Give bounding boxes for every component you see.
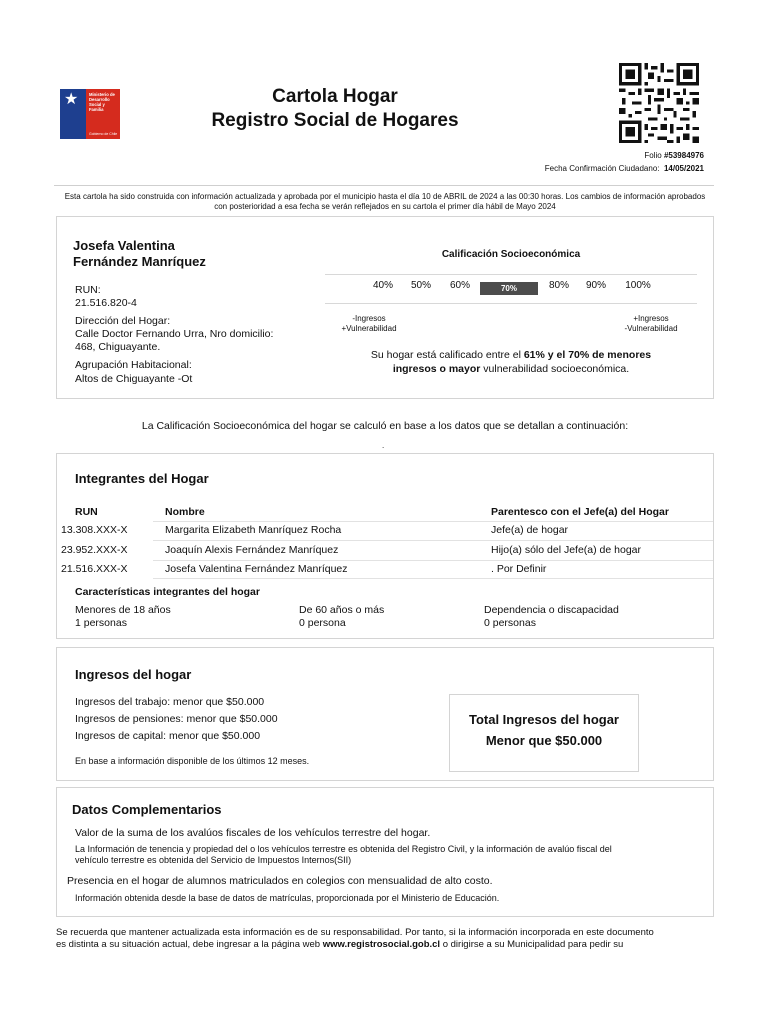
member-relationship: Jefe(a) de hogar: [491, 524, 569, 536]
members-title: Integrantes del Hogar: [75, 471, 209, 486]
separator-dot: .: [382, 441, 385, 450]
calificacion-title: Calificación Socioeconómica: [441, 249, 581, 260]
row-divider: [153, 578, 713, 579]
scale-80: 80%: [548, 280, 569, 291]
group-label: Agrupación Habitacional:: [75, 359, 192, 371]
divider: [54, 185, 714, 186]
income-capital: Ingresos de capital: menor que $50.000: [75, 730, 261, 742]
characteristic-seniors: De 60 años o más 0 persona: [299, 604, 385, 629]
row-divider: [153, 540, 713, 541]
member-run: 21.516.XXX-X: [61, 563, 128, 575]
enrollment-source-text: Información obtenida desde la base de datos de matrículas, proporcionada por el Ministerio de Educación.: [75, 893, 500, 903]
group-value: Altos de Chiguayante -Ot: [75, 373, 193, 385]
total-income-value: Menor que $50.000: [485, 733, 603, 748]
scale-50: 50%: [410, 280, 431, 291]
header-relationship: Parentesco con el Jefe(a) del Hogar: [491, 506, 669, 518]
member-run: 23.952.XXX-X: [61, 544, 128, 556]
document-subtitle: Registro Social de Hogares: [211, 110, 459, 131]
header-name: Nombre: [165, 506, 205, 518]
address-label: Dirección del Hogar:: [75, 315, 171, 327]
row-divider: [153, 521, 713, 522]
complementary-data-card: [56, 787, 714, 917]
total-income-box: [449, 694, 639, 772]
scale-100: 100%: [625, 280, 651, 291]
scale-40: 40%: [372, 280, 393, 291]
document-title: Cartola Hogar: [272, 86, 398, 107]
income-card: [56, 647, 714, 781]
member-run: 13.308.XXX-X: [61, 524, 128, 536]
member-name: Josefa Valentina Fernández Manríquez: [165, 563, 348, 575]
member-name: Margarita Elizabeth Manríquez Rocha: [165, 524, 342, 536]
calculation-note: La Calificación Socioeconómica del hogar se calculó en base a los datos que se detallan a continuación:: [141, 420, 629, 432]
run-value: 21.516.820-4: [75, 297, 137, 309]
address-line-2: 468, Chiguayante.: [75, 341, 161, 353]
scale-line-top: [325, 274, 697, 275]
registro-social-link[interactable]: www.registrosocial.gob.cl: [322, 939, 441, 950]
row-divider: [153, 560, 713, 561]
scale-selected: 70%: [480, 282, 538, 295]
member-name: Joaquín Alexis Fernández Manríquez: [165, 544, 339, 556]
member-relationship: Hijo(a) sólo del Jefe(a) de hogar: [491, 544, 641, 556]
income-pensions: Ingresos de pensiones: menor que $50.000: [75, 713, 278, 725]
header-run: RUN: [75, 506, 98, 518]
scale-line-bottom: [325, 303, 697, 304]
member-relationship: . Por Definir: [491, 563, 547, 575]
complementary-title: Datos Complementarios: [72, 802, 222, 817]
scale-60: 60%: [449, 280, 470, 291]
characteristic-dependency: Dependencia o discapacidad 0 personas: [484, 604, 619, 629]
income-title: Ingresos del hogar: [75, 667, 192, 682]
characteristics-title: Características integrantes del hogar: [75, 586, 260, 598]
confirmation-date: Fecha Confirmación Ciudadano: 14/05/2021: [544, 164, 704, 173]
high-income-note: +Ingresos -Vulnerabilidad: [624, 314, 678, 333]
run-label: RUN:: [75, 284, 101, 296]
household-members-card: [56, 453, 714, 639]
address-line-1: Calle Doctor Fernando Urra, Nro domicilio:: [75, 328, 274, 340]
total-income-title: Total Ingresos del hogar: [468, 712, 619, 727]
person-card: [56, 216, 714, 399]
income-note: En base a información disponible de los últimos 12 meses.: [75, 756, 310, 766]
income-work: Ingresos del trabajo: menor que $50.000: [75, 696, 265, 708]
folio: Folio #53984976: [644, 151, 704, 160]
vehicle-value-text: Valor de la suma de los avalúos fiscales de los vehículos terrestre del hogar.: [75, 827, 431, 839]
intro-text: Esta cartola ha sido construida con información actualizada y aprobada por el municipio hasta el día 10 de ABRIL de 2024 a las 00:30 horas. Los cambios de información aprobados con posterioridad a esa fecha se verán reflejados en su cartola el primer día hábil de Mayo 2024: [64, 192, 706, 211]
low-income-note: -Ingresos +Vulnerabilidad: [341, 314, 397, 333]
vehicle-source-text: La Información de tenencia y propiedad del o los vehículos terrestre es obtenida del Registro Civil, y la información de avalúo fiscal del vehículo terrestre es obtenida del Servicio de Impuestos Internos(SII): [75, 844, 612, 865]
footer-notice: Se recuerda que mantener actualizada esta información es de su responsabilidad. Por tanto, si la información incorporada en este documento es distinta a su situación actual, debe ingresar a la página web www.registrosocial.gob.cl o dirigirse a su Municipalidad para pedir su: [56, 927, 654, 950]
person-name: Josefa Valentina Fernández Manríquez: [73, 238, 206, 269]
qr-code-icon: [618, 63, 700, 143]
school-enrollment-text: Presencia en el hogar de alumnos matriculados en colegios con mensualidad de alto costo.: [67, 875, 493, 887]
scale-90: 90%: [585, 280, 606, 291]
star-icon: ★: [64, 91, 79, 108]
characteristic-minors: Menores de 18 años 1 personas: [75, 604, 171, 629]
calificacion-text: Su hogar está calificado entre el 61% y el 70% de menores ingresos o mayor vulnerabilidad socioeconómica.: [370, 349, 652, 375]
ministry-logo: ★ Ministerio de Desarrollo Social y Familia Gobierno de Chile: [60, 89, 120, 139]
